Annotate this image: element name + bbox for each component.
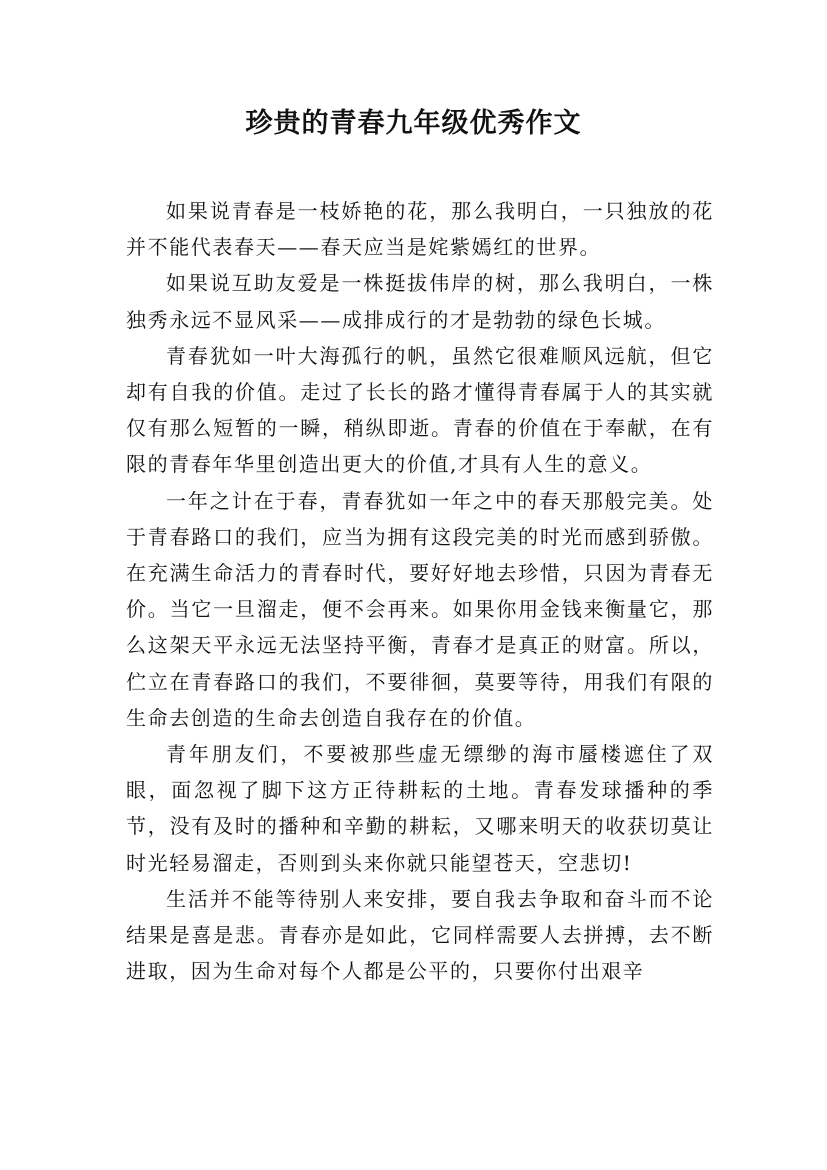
- paragraph: 如果说互助友爱是一株挺拔伟岸的树，那么我明白，一株独秀永远不显风采——成排成行的才是勃勃的绿色长城。: [126, 271, 714, 332]
- paragraph: 生活并不能等待别人来安排，要自我去争取和奋斗而不论结果是喜是悲。青春亦是如此，它同样需要人去拼搏，去不断进取，因为生命对每个人都是公平的，只要你付出艰辛: [126, 886, 714, 984]
- document-body: [126, 193, 714, 989]
- document-title: 珍贵的青春九年级优秀作文: [245, 108, 582, 139]
- paragraph: 一年之计在于春，青春犹如一年之中的春天那般完美。处于青春路口的我们，应当为拥有这段完美的时光而感到骄傲。在充满生命活力的青春时代，要好好地去珍惜，只因为青春无价。当它一旦溜走，便不会再来。如果你用金钱来衡量它，那么这架天平永远无法坚持平衡，青春才是真正的财富。所以，伫立在青春路口的我们，不要徘徊，莫要等待，用我们有限的生命去创造的生命去创造自我存在的价值。: [126, 488, 714, 730]
- paragraph: 青春犹如一叶大海孤行的帆，虽然它很难顺风远航，但它却有自我的价值。走过了长长的路才懂得青春属于人的其实就仅有那么短暂的一瞬，稍纵即逝。青春的价值在于奉献，在有限的青春年华里创造出更大的价值,才具有人生的意义。: [126, 343, 714, 477]
- paragraph: 如果说青春是一枝娇艳的花，那么我明白，一只独放的花并不能代表春天——春天应当是姹紫嫣红的世界。: [126, 199, 714, 260]
- paragraph: 青年朋友们，不要被那些虚无缥缈的海市蜃楼遮住了双眼，面忽视了脚下这方正待耕耘的土地。青春发球播种的季节，没有及时的播种和辛勤的耕耘，又哪来明天的收获切莫让时光轻易溜走，否则到头来你就只能望苍天，空悲切!: [126, 742, 714, 875]
